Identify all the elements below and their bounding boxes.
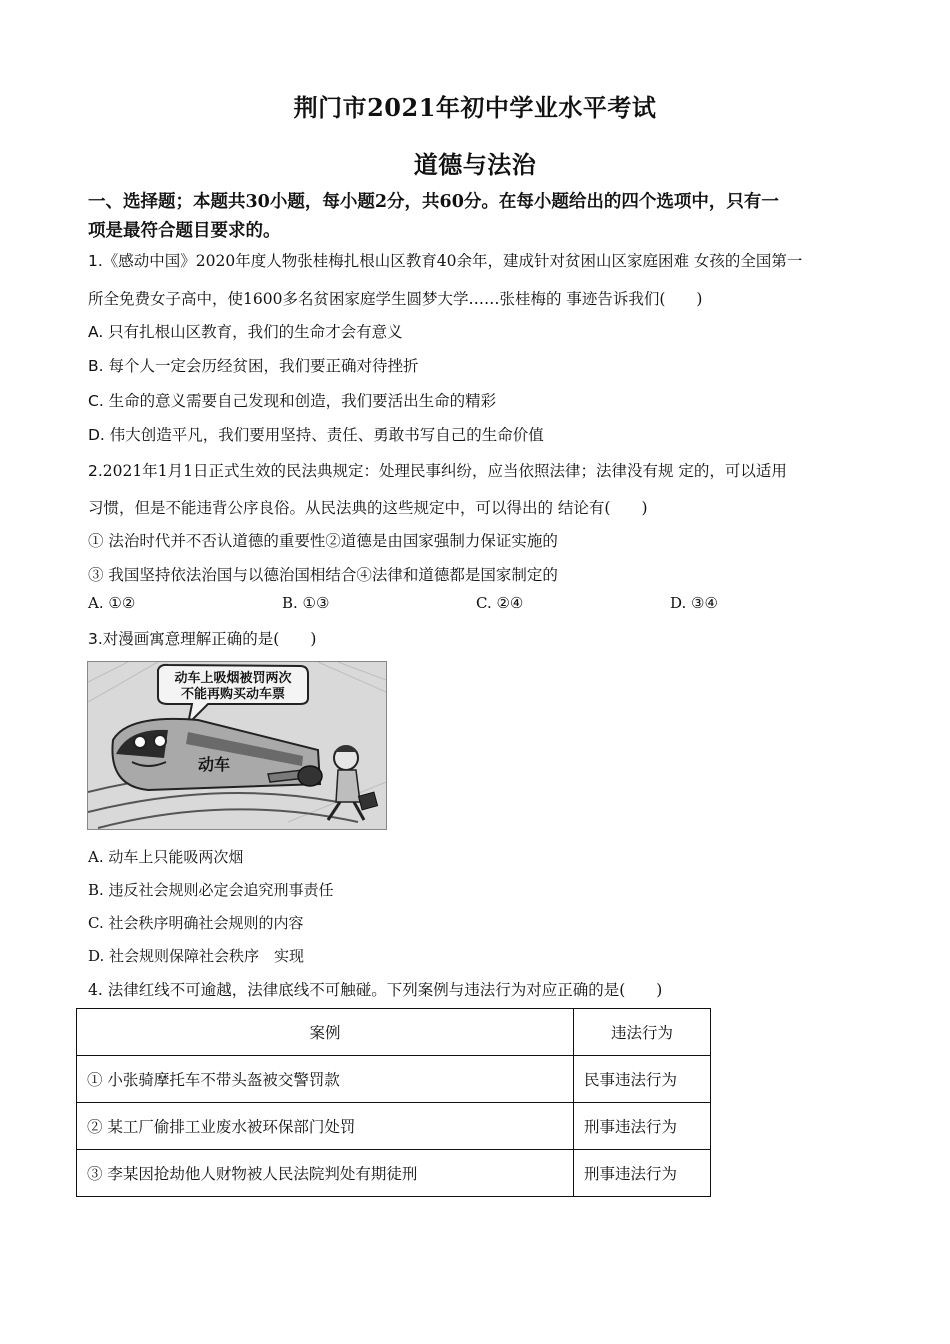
- q3-number: 3.: [88, 630, 103, 648]
- q2-statement-1: ① 法治时代并不否认道德的重要性②道德是由国家强制力保证实施的: [88, 532, 558, 550]
- section-heading-line2: 项是最符合题目要求的。: [88, 221, 281, 241]
- q1-line1: [88, 249, 802, 271]
- q3-text: 对漫画寓意理解正确的是( ): [102, 630, 317, 648]
- q3-line: [88, 627, 316, 649]
- q3-option-b: B. 违反社会规则必定会追究刑事责任: [88, 881, 334, 899]
- table-row: [77, 1150, 711, 1197]
- q4-line: [88, 978, 662, 1000]
- q3-option-a: A. 动车上只能吸两次烟: [88, 848, 244, 866]
- q3-option-c: C. 社会秩序明确社会规则的内容: [88, 914, 304, 932]
- q2-number: 2.: [88, 462, 103, 480]
- q1-option-c: C. 生命的意义需要自己发现和创造，我们要活出生命的精彩: [88, 392, 497, 410]
- q2-text-line1: 2021年1月1日正式生效的民法典规定：处理民事纠纷，应当依照法律；法律没有规 定的，可以适用: [102, 462, 787, 480]
- table-header-row: [77, 1009, 711, 1056]
- q1-option-d: D. 伟大创造平凡，我们要用坚持、责任、勇敢书写自己的生命价值: [88, 426, 544, 444]
- table-cell-case: ② 某工厂偷排工业废水被环保部门处罚: [77, 1103, 574, 1150]
- q2-statement-2: ③ 我国坚持依法治国与以德治国相结合④法律和道德都是国家制定的: [88, 566, 558, 584]
- table-row: [77, 1103, 711, 1150]
- q2-option-b: B. ①③: [282, 594, 330, 612]
- table-header-case: 案例: [77, 1009, 574, 1056]
- q4-number: 4.: [88, 981, 103, 999]
- q1-number: 1.: [88, 252, 103, 270]
- cartoon-image: [87, 661, 387, 830]
- q1-text-line2: 所全免费女子高中，使1600多名贫困家庭学生圆梦大学……张桂梅的 事迹告诉我们( ): [88, 290, 703, 308]
- train-label: 动车: [198, 755, 231, 774]
- table-row: [77, 1056, 711, 1103]
- exam-title: 荆门市2021年初中学业水平考试: [293, 93, 657, 122]
- cases-table: [76, 1008, 711, 1197]
- table-cell-violation: 刑事违法行为: [574, 1103, 711, 1150]
- q1-text-line1: 《感动中国》2020年度人物张桂梅扎根山区教育40余年，建成针对贫困山区家庭困难 女孩的全国第一: [102, 252, 803, 270]
- q2-text-line2: 习惯，但是不能违背公序良俗。从民法典的这些规定中，可以得出的 结论有( ): [88, 499, 648, 517]
- q2-line1: [88, 459, 787, 481]
- q2-option-a: A. ①②: [88, 594, 136, 612]
- section-heading-line1: 一、选择题；本题共30小题，每小题2分，共60分。在每小题给出的四个选项中，只有一: [88, 192, 779, 212]
- exam-subject: 道德与法治: [413, 150, 537, 179]
- q4-text: 法律红线不可逾越，法律底线不可触碰。下列案例与违法行为对应正确的是( ): [107, 981, 663, 999]
- q2-option-c: C. ②④: [476, 594, 524, 612]
- q3-option-d: D. 社会规则保障社会秩序 实现: [88, 947, 305, 965]
- bubble-text-line1: 动车上吸烟被罚两次: [174, 671, 292, 686]
- q1-option-b: B. 每个人一定会历经贫困，我们要正确对待挫折: [88, 357, 419, 375]
- cartoon-drawing: [88, 662, 386, 829]
- boxing-glove-icon: [298, 766, 322, 786]
- bubble-text-line2: 不能再购买动车票: [180, 687, 286, 702]
- table-cell-violation: 民事违法行为: [574, 1056, 711, 1103]
- table-cell-violation: 刑事违法行为: [574, 1150, 711, 1197]
- table-cell-case: ① 小张骑摩托车不带头盔被交警罚款: [77, 1056, 574, 1103]
- table-cell-case: ③ 李某因抢劫他人财物被人民法院判处有期徒刑: [77, 1150, 574, 1197]
- table-header-violation: 违法行为: [574, 1009, 711, 1056]
- q1-option-a: A. 只有扎根山区教育，我们的生命才会有意义: [88, 323, 403, 341]
- q2-option-d: D. ③④: [670, 594, 718, 612]
